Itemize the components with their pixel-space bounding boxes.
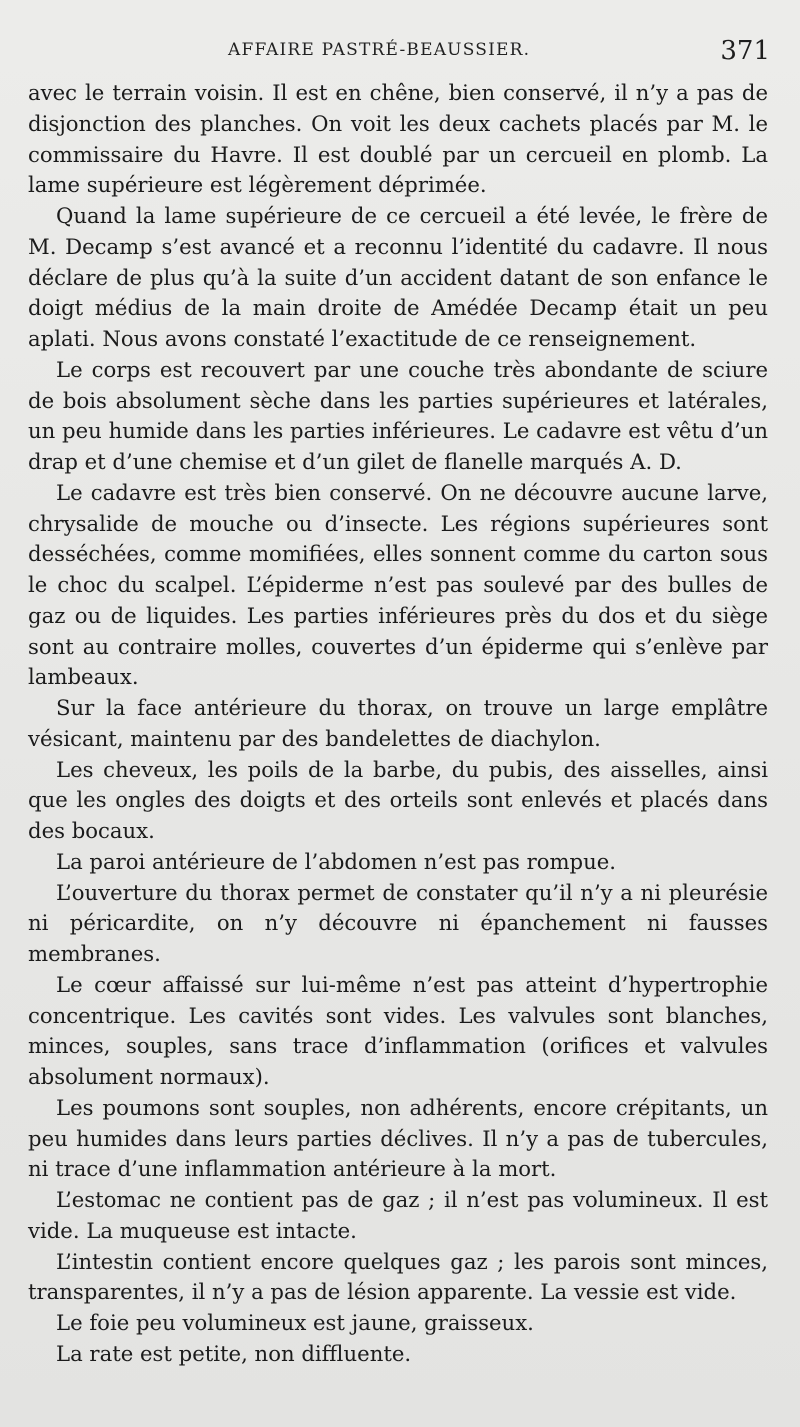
paragraph-continuation: avec le terrain voisin. Il est en chêne, bien conservé, il n’y a pas de disjonction des planches. On voit les deux cachets placés par M. le commissaire du Havre. Il est doublé par un cercueil en plomb. La lame supérieure est légèrement déprimée.: [28, 80, 768, 198]
paragraph-stomach: L’estomac ne contient pas de gaz ; il n’est pas volumineux. Il est vide. La muqueuse est intacte.: [28, 1187, 768, 1243]
paragraph-body-covering: Le corps est recouvert par une couche très abondante de sciure de bois absolument sèche dans les parties supérieures et latérales, un peu humide dans les parties inférieures. Le cadavre est vêtu d’un drap et d’une chemise et d’un gilet de flanelle marqués A. D.: [28, 356, 768, 474]
paragraph-hair-nails: Les cheveux, les poils de la barbe, du pubis, des aisselles, ainsi que les ongles des doigts et des orteils sont enlevés et placés dans des bocaux.: [28, 756, 768, 843]
paragraph-spleen: La rate est petite, non diffluente.: [56, 1340, 412, 1366]
paragraph-intestine: L’intestin contient encore quelques gaz ; les parois sont minces, transparentes, il n’y a pas de lésion apparente. La vessie est vide.: [28, 1248, 768, 1305]
paragraph-abdomen: La paroi antérieure de l’abdomen n’est pas rompue.: [56, 848, 617, 874]
running-header: [0, 36, 800, 70]
paragraph-lungs: Les poumons sont souples, non adhérents, encore crépitants, un peu humides dans leurs parties déclives. Il n’y a pas de tubercules, ni trace d’une inflammation antérieure à la mort.: [28, 1094, 768, 1182]
paragraph-thorax-opening: L’ouverture du thorax permet de constater qu’il n’y a ni pleurésie ni péricardite, on n’y découvre ni épanchement ni fausses membranes.: [28, 879, 768, 966]
running-title: AFFAIRE PASTRÉ-BEAUSSIER.: [228, 40, 531, 60]
paragraph-heart: Le cœur affaissé sur lui-même n’est pas atteint d’hypertrophie concentrique. Les cavités sont vides. Les valvules sont blanches, minces, souples, sans trace d’inflammation (orifices et valvules absolument normaux).: [28, 971, 768, 1089]
body-text: [28, 78, 768, 1370]
paragraph-conservation: Le cadavre est très bien conservé. On ne découvre aucune larve, chrysalide de mouche ou d’insecte. Les régions supérieures sont desséchées, comme momifiées, elles sonnent comme du carton sous le choc du scalpel. L’épiderme n’est pas soulevé par des bulles de gaz ou de liquides. Les parties inférieures près du dos et du siège sont au contraire molles, couvertes d’un épiderme qui s’enlève par lambeaux.: [28, 479, 768, 690]
paragraph-liver: Le foie peu volumineux est jaune, graisseux.: [56, 1310, 534, 1335]
paragraph-thorax-plaster: Sur la face antérieure du thorax, on trouve un large emplâtre vésicant, maintenu par des bandelettes de diachylon.: [28, 695, 768, 751]
page-number: 371: [720, 36, 770, 66]
paragraph-identification: Quand la lame supérieure de ce cercueil a été levée, le frère de M. Decamp s’est avancé et a reconnu l’identité du cadavre. Il nous déclare de plus qu’à la suite d’un accident datant de son enfance le doigt médius de la main droite de Amédée Decamp était un peu aplati. Nous avons constaté l’exactitude de ce renseignement.: [28, 203, 768, 351]
